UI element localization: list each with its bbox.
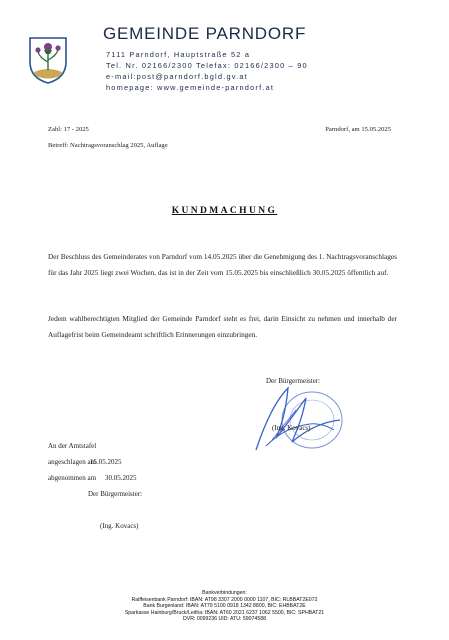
body-paragraph-1: Der Beschluss des Gemeinderates von Parndorf vom 14.05.2025 über die Genehmigung des 1. Nachtragsvoranschlages für das Jahr 2025 liegt zwei Wochen, das ist in der Zeit vom 15.05.2025 bis einschließlich 30.05.2025 öffentlich auf.: [48, 252, 397, 277]
footer-line-3: Sparkasse Hainburg/Bruck/Leitha: IBAN: AT60 2021 6237 1062 5500, BIC: SPHBAT21: [124, 609, 325, 616]
signature-name-left: (Ing. Kovacs): [100, 522, 139, 530]
municipal-crest-icon: [28, 36, 68, 84]
signature-name-right: (Ing. Kovacs): [272, 424, 311, 432]
place-date: Parndorf, am 15.05.2025: [325, 126, 391, 133]
removed-date: 30.05.2025: [105, 474, 137, 482]
footer-heading: Bankverbindungen:: [202, 590, 247, 596]
removed-label: abgenommen am: [48, 474, 97, 482]
footer-line-1: Raiffeisenbank Parndorf: IBAN: AT98 3307 2000 0000 1107, BIC: RLBBAT2E072: [131, 596, 318, 603]
body-paragraph-2: Jedem wahlberechtigten Mitglied der Gemeinde Parndorf steht es frei, darin Einsicht zu nehmen und innerhalb der Auflagefrist beim Gemeindeamt schriftlich Erinnerungen einzubringen.: [48, 314, 397, 339]
municipality-name: GEMEINDE PARNDORF: [103, 24, 307, 43]
notice-board-label: An der Amtstafel: [48, 442, 97, 450]
footer-line-2: Bank Burgenland: IBAN: AT79 5100 0918 1342 8800, BIC: EHBBAT2E: [143, 603, 306, 610]
removed-row: [48, 474, 137, 482]
municipality-phone: Tel. Nr. 02166/2300 Telefax: 02166/2300 – 90: [106, 61, 308, 70]
reference-number: Zahl: 17 - 2025: [48, 126, 89, 133]
signature-stamp-icon: [236, 380, 356, 452]
posted-date: 15.05.2025: [90, 458, 122, 466]
municipality-homepage: homepage: www.gemeinde-parndorf.at: [106, 83, 275, 92]
document-heading: KUNDMACHUNG: [171, 206, 278, 216]
subject-line: Betreff: Nachtragsvoranschlag 2025, Auflage: [48, 142, 168, 149]
posted-row: [48, 458, 122, 466]
municipality-email: e-mail:post@parndorf.bgld.gv.at: [106, 72, 248, 81]
municipality-address: 7111 Parndorf, Hauptstraße 52 a: [106, 50, 251, 59]
footer-line-4: DVR: 0099236 UID: ATU: 59074588: [183, 616, 266, 623]
bank-details-footer: [0, 590, 449, 623]
signature-title-left: Der Bürgermeister:: [88, 490, 143, 498]
signature-title-right: Der Bürgermeister:: [266, 377, 321, 385]
posted-label: angeschlagen am: [48, 458, 97, 466]
